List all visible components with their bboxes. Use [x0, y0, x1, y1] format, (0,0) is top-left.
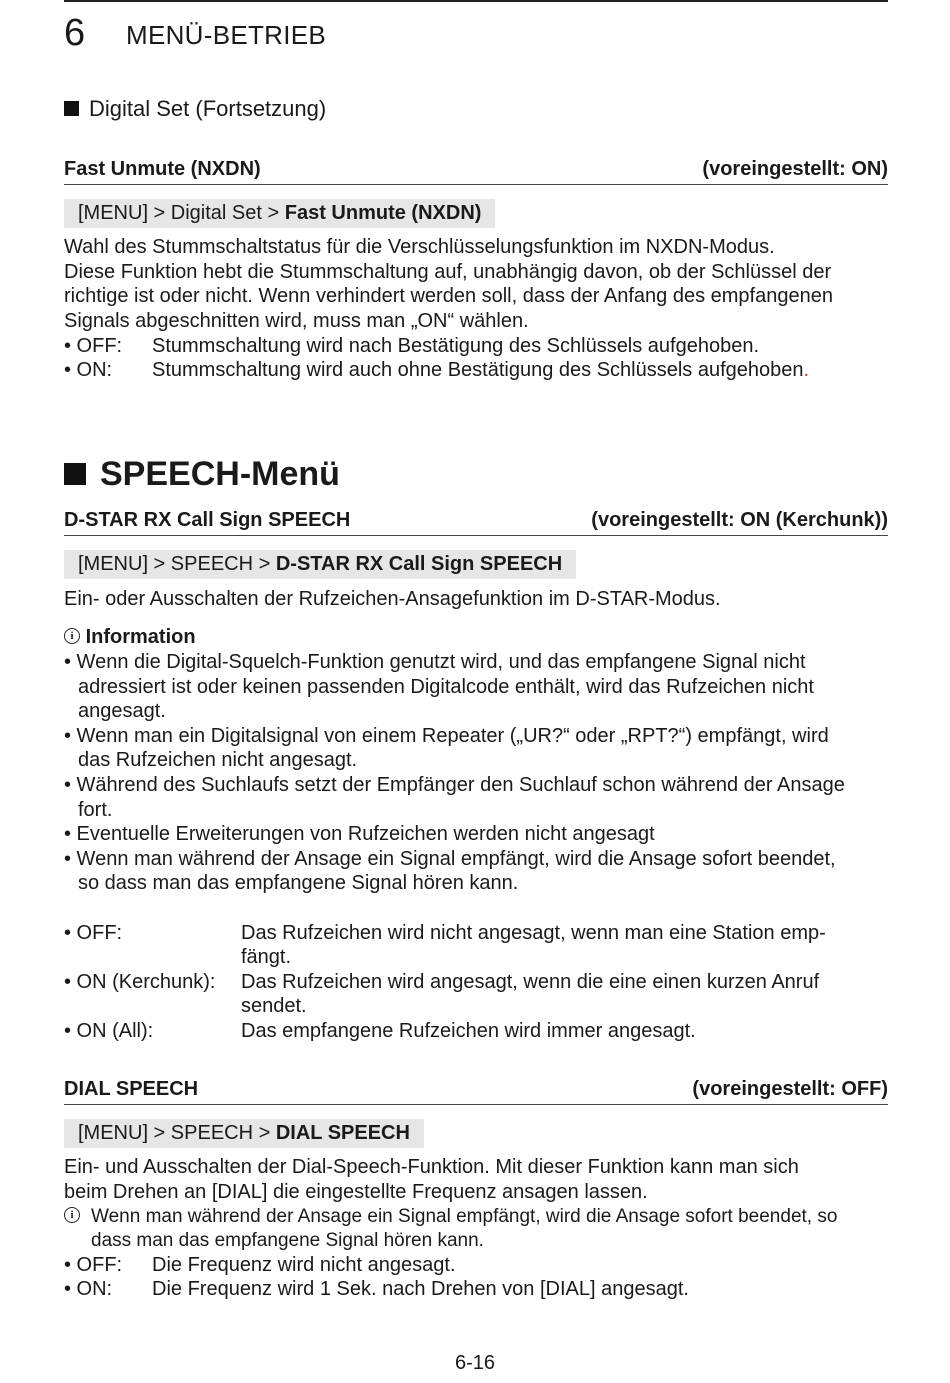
setting-header-fast-unmute: [64, 158, 888, 185]
square-bullet-icon: [64, 101, 79, 116]
chapter-title: MENÜ-BETRIEB: [126, 20, 327, 50]
section-heading-digital-set: Digital Set (Fortsetzung): [64, 96, 326, 122]
description-dstar: Ein- oder Ausschalten der Rufzeichen-Ansagefunktion im D-STAR-Modus.: [64, 588, 721, 610]
information-heading: i Information: [64, 625, 196, 650]
option-key: • ON:: [64, 1278, 113, 1300]
option-text: Die Frequenz wird 1 Sek. nach Drehen von [DIAL] angesagt.: [152, 1278, 689, 1300]
option-key: • ON (All):: [64, 1020, 154, 1042]
top-rule: [64, 0, 888, 2]
section-heading-speech-menu: SPEECH-Menü: [64, 455, 340, 494]
setting-title: D-STAR RX Call Sign SPEECH: [64, 509, 351, 531]
setting-header-dstar: [64, 509, 888, 536]
option-key: • OFF:: [64, 922, 123, 944]
page-number: 6-16: [454, 1352, 496, 1374]
information-icon: i: [64, 1207, 80, 1223]
option-key: • OFF:: [64, 1254, 123, 1276]
setting-default: (voreingestellt: OFF): [692, 1078, 888, 1100]
option-text: Stummschaltung wird nach Bestätigung des Schlüssels aufgehoben.: [152, 335, 760, 357]
description-fast-unmute: Wahl des Stummschaltstatus für die Verschlüsselungsfunktion im NXDN-Modus. Diese Funktion hebt die Stummschaltung auf, unabhängig davon, ob der Schlüssel der richtige ist oder nicht. Wenn verhindert werden soll, dass der Anfang des empfangenen Signals abgeschnitten wird, muss man „ON“ wählen.: [64, 236, 833, 332]
menu-path-dstar: [MENU] > SPEECH > D-STAR RX Call Sign SPEECH: [64, 550, 576, 579]
option-text: Stummschaltung wird auch ohne Bestätigung des Schlüssels aufgehoben.: [152, 359, 810, 381]
chapter-number: 6: [64, 12, 86, 54]
setting-title: Fast Unmute (NXDN): [64, 158, 261, 180]
option-text: Die Frequenz wird nicht angesagt.: [152, 1254, 456, 1276]
square-bullet-icon: [64, 463, 86, 485]
setting-default: (voreingestellt: ON): [702, 158, 888, 180]
option-text: fängt.: [241, 946, 292, 968]
option-key: • ON (Kerchunk):: [64, 971, 216, 993]
setting-default: (voreingestellt: ON (Kerchunk)): [591, 509, 888, 531]
setting-header-dial-speech: [64, 1078, 888, 1105]
option-text: Das Rufzeichen wird nicht angesagt, wenn man eine Station emp-: [241, 922, 826, 944]
option-key: • ON:: [64, 359, 113, 381]
option-text: sendet.: [241, 995, 307, 1017]
menu-path-dial-speech: [MENU] > SPEECH > DIAL SPEECH: [64, 1119, 424, 1148]
option-text: Das Rufzeichen wird angesagt, wenn die eine einen kurzen Anruf: [241, 971, 820, 993]
option-key: • OFF:: [64, 335, 123, 357]
option-text: Das empfangene Rufzeichen wird immer angesagt.: [241, 1020, 696, 1042]
information-icon: i: [64, 628, 80, 644]
menu-path-fast-unmute: [MENU] > Digital Set > Fast Unmute (NXDN): [64, 199, 495, 228]
description-dial-speech: Ein- und Ausschalten der Dial-Speech-Funktion. Mit dieser Funktion kann man sich beim Drehen an [DIAL] die eingestellte Frequenz ansagen lassen.: [64, 1156, 799, 1203]
setting-title: DIAL SPEECH: [64, 1078, 199, 1100]
